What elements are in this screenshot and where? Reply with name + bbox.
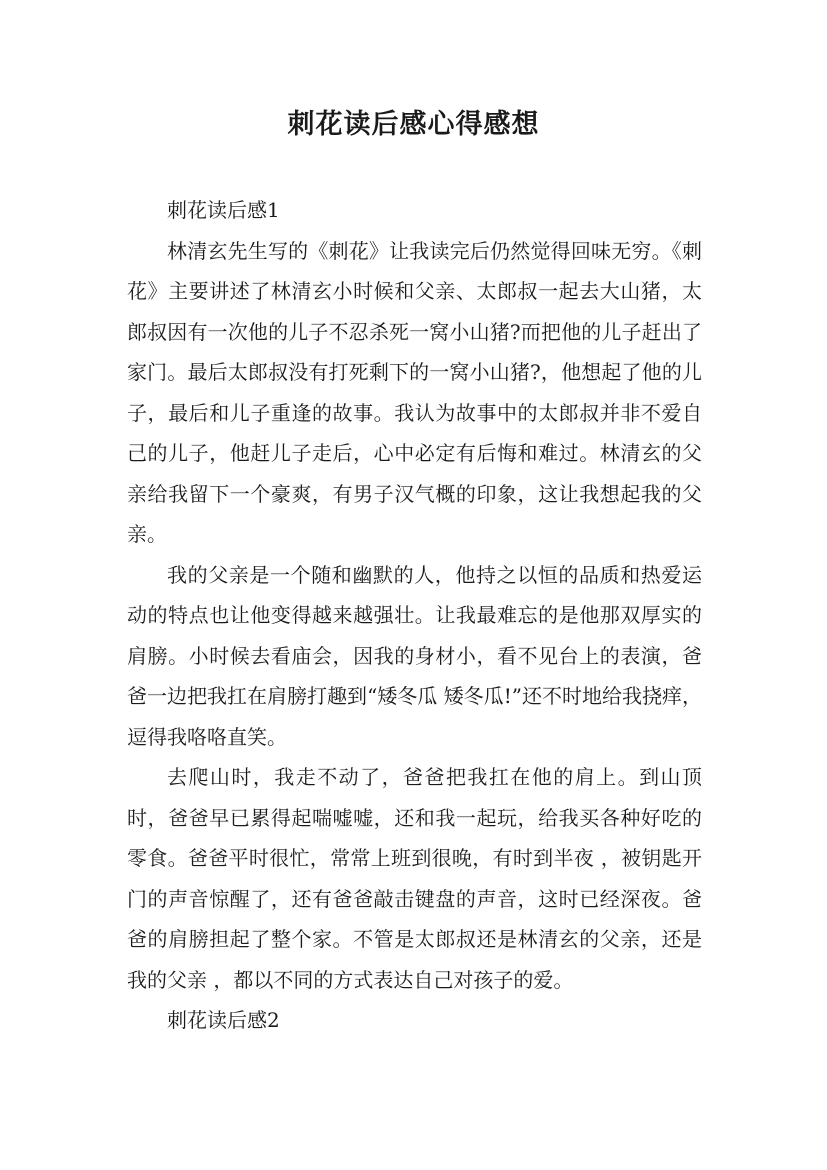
paragraph-1: 林清玄先生写的《刺花》让我读完后仍然觉得回味无穷。《刺花》主要讲述了林清玄小时候和父亲、太郎叔一起去大山猪，太郎叔因有一次他的儿子不忍杀死一窝小山猪?而把他的儿子赶出了家门。最后太郎叔没有打死剩下的一窝小山猪?，他想起了他的儿子，最后和儿子重逢的故事。我认为故事中的太郎叔并非不爱自己的儿子，他赶儿子走后，心中必定有后悔和难过。林清玄的父亲给我留下一个豪爽，有男子汉气概的印象，这让我想起我的父亲。 [127,238,702,546]
paragraph-2: 我的父亲是一个随和幽默的人，他持之以恒的品质和热爱运动的特点也让他变得越来越强壮。让我最难忘的是他那双厚实的肩膀。小时候去看庙会，因我的身材小，看不见台上的表演，爸爸一边把我扛在肩膀打趣到“矮冬瓜 矮冬瓜!”还不时地给我挠痒，逗得我咯咯直笑。 [127,562,702,749]
section-heading-2: 刺花读后感2 [167,1008,280,1032]
paragraph-3: 去爬山时，我走不动了，爸爸把我扛在他的肩上。到山顶时，爸爸早已累得起喘嘘嘘，还和我一起玩，给我买各种好吃的零食。爸爸平时很忙，常常上班到很晚，有时到半夜 ，被钥匙开门的声音惊醒了，还有爸爸敲击键盘的声音，这时已经深夜。爸爸的肩膀担起了整个家。不管是太郎叔还是林清玄的父亲，还是我的父亲 ，都以不同的方式表达自己对孩子的爱。 [127,765,702,992]
document-title: 刺花读后感心得感想 [287,109,540,140]
document-body [127,190,702,1041]
section-heading-1: 刺花读后感1 [167,198,280,222]
